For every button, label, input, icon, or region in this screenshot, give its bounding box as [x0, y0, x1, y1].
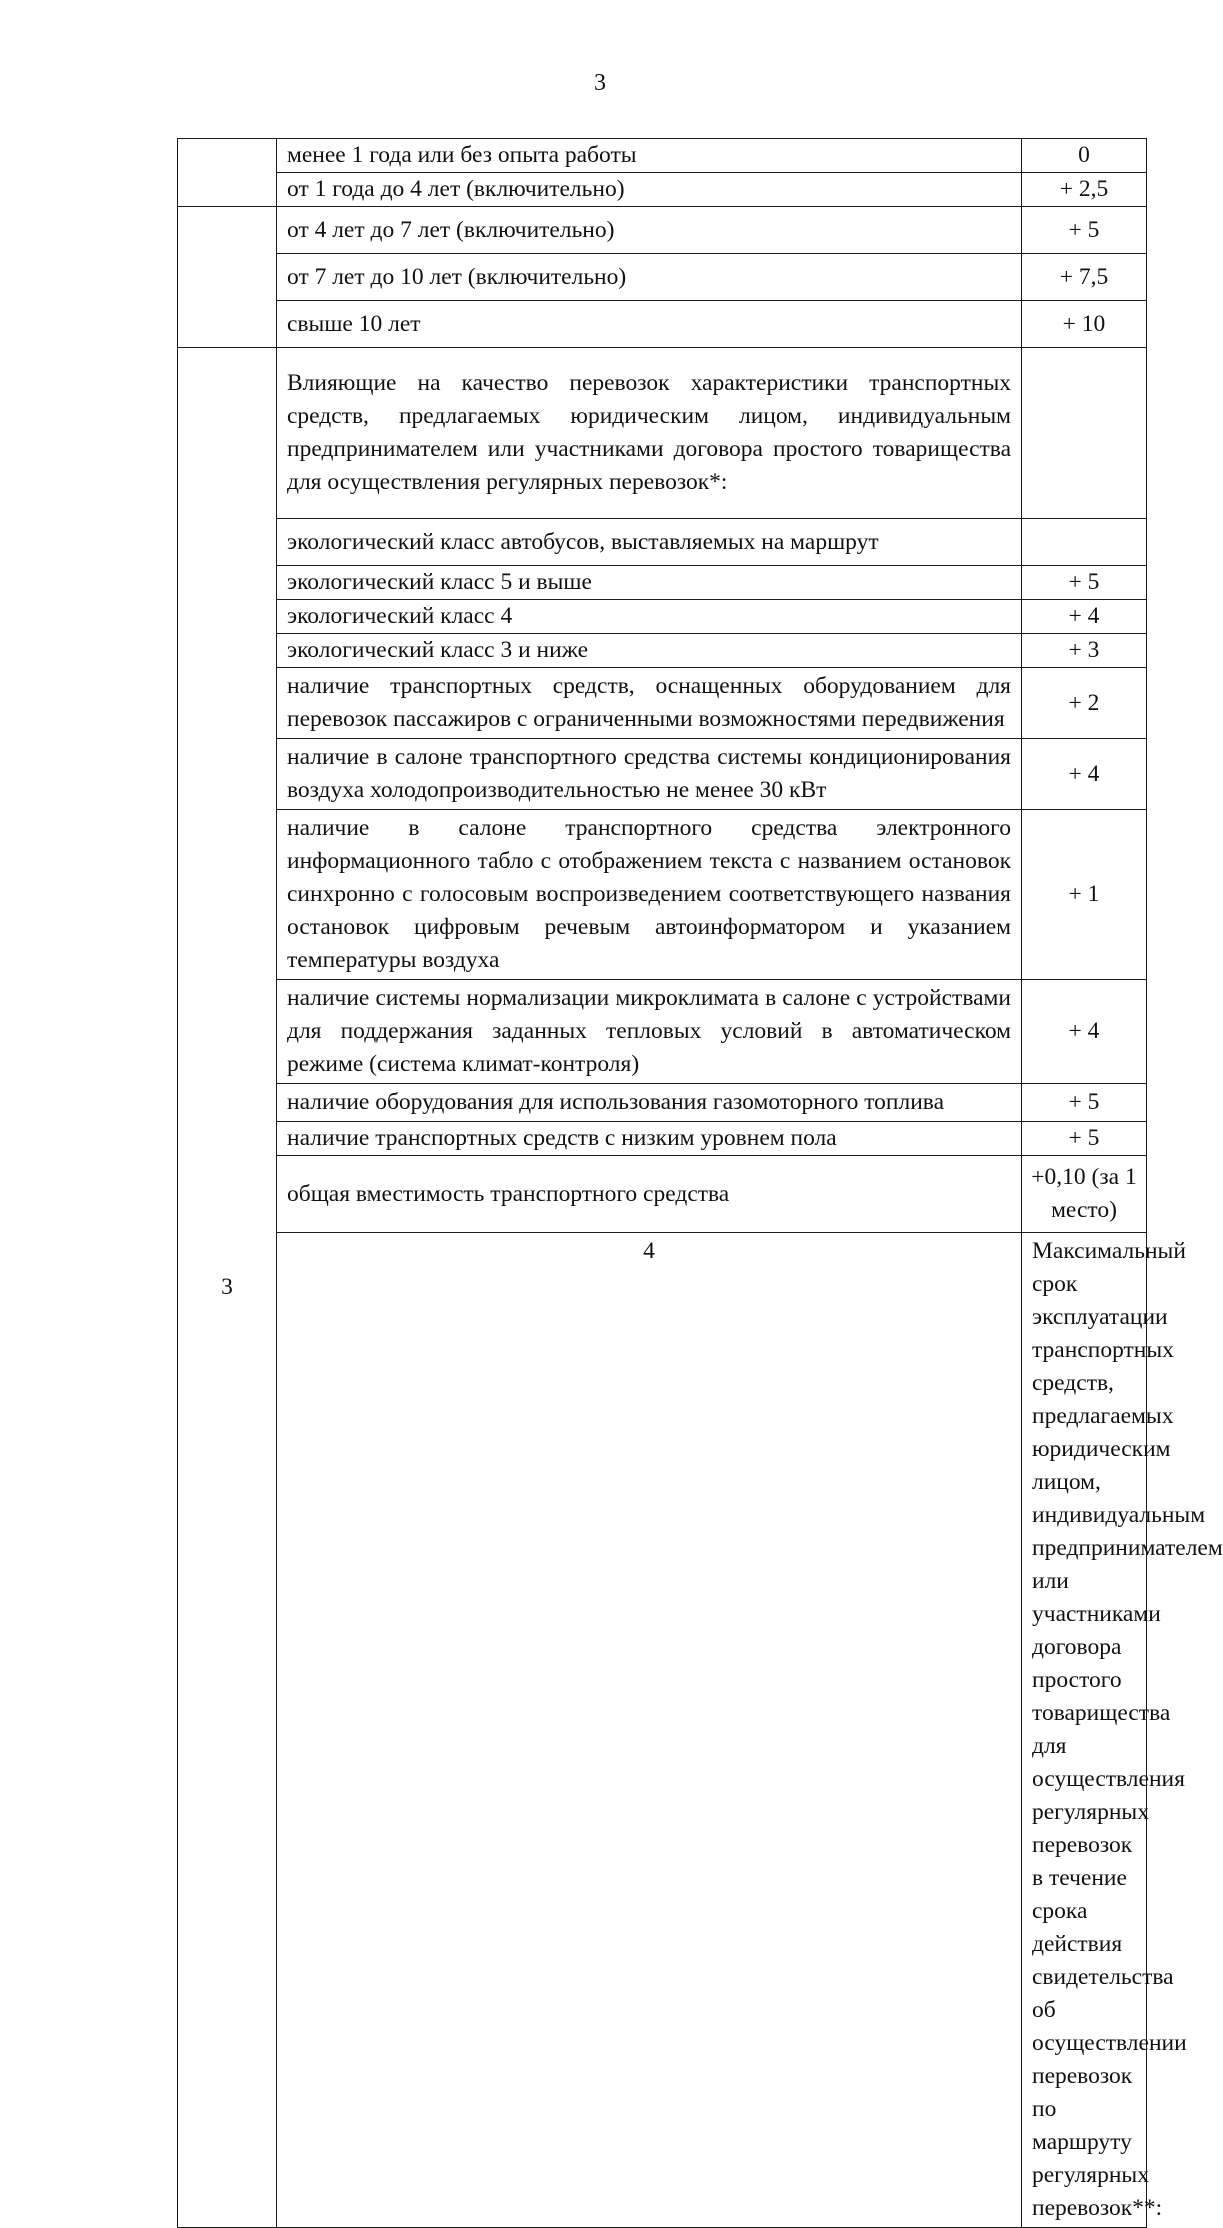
section-header: Влияющие на качество перевозок характеристики транспортных средств, предлагаемых юридическим лицом, индивидуальным предпринимателем или участниками договора простого товарищества для осуществления регулярных перевозок*: — [277, 348, 1022, 519]
table-row — [178, 668, 1147, 739]
table-row — [178, 348, 1147, 519]
criteria-table — [177, 138, 1223, 2228]
criterion-score: + 5 — [1022, 566, 1147, 600]
page-number: 3 — [594, 70, 606, 96]
section-number: 3 — [178, 348, 277, 2228]
criterion-score: +0,10 (за 1 место) — [1022, 1156, 1147, 1233]
subsection-header: экологический класс автобусов, выставляемых на маршрут — [277, 519, 1022, 566]
criterion-score: + 2,5 — [1022, 173, 1147, 207]
table-row — [178, 1122, 1147, 1156]
criterion-text: наличие транспортных средств с низким уровнем пола — [277, 1122, 1022, 1156]
criterion-text: экологический класс 3 и ниже — [277, 634, 1022, 668]
criterion-text: наличие оборудования для использования газомоторного топлива — [277, 1084, 1022, 1122]
criterion-text: от 4 лет до 7 лет (включительно) — [277, 207, 1022, 254]
table-row — [178, 519, 1147, 566]
table-row — [178, 254, 1147, 301]
criterion-score: + 5 — [1022, 207, 1147, 254]
criterion-score: + 4 — [1022, 980, 1147, 1084]
criterion-text: от 7 лет до 10 лет (включительно) — [277, 254, 1022, 301]
criterion-score: + 5 — [1022, 1122, 1147, 1156]
criterion-text: менее 1 года или без опыта работы — [277, 139, 1022, 173]
table-row — [178, 173, 1147, 207]
criterion-score: + 10 — [1022, 301, 1147, 348]
criterion-text: наличие транспортных средств, оснащенных оборудованием для перевозок пассажиров с ограниченными возможностями передвижения — [277, 668, 1022, 739]
criterion-score: + 2 — [1022, 668, 1147, 739]
criterion-score: + 4 — [1022, 600, 1147, 634]
table-row — [178, 139, 1147, 173]
row-number-cell — [178, 207, 277, 348]
criterion-text: наличие системы нормализации микроклимата в салоне с устройствами для поддержания заданных тепловых условий в автоматическом режиме (система климат-контроля) — [277, 980, 1022, 1084]
criterion-score: 0 — [1022, 139, 1147, 173]
table-row — [178, 810, 1147, 980]
criterion-text: от 1 года до 4 лет (включительно) — [277, 173, 1022, 207]
table-row — [178, 634, 1147, 668]
criterion-score: + 4 — [1022, 739, 1147, 810]
section-number: 4 — [277, 1233, 1022, 2228]
criterion-score: + 5 — [1022, 1084, 1147, 1122]
criterion-text: экологический класс 5 и выше — [277, 566, 1022, 600]
criterion-text: общая вместимость транспортного средства — [277, 1156, 1022, 1233]
criterion-score: + 1 — [1022, 810, 1147, 980]
row-number-cell — [178, 139, 277, 207]
criterion-text: наличие в салоне транспортного средства системы кондиционирования воздуха холодопроизводительностью не менее 30 кВт — [277, 739, 1022, 810]
table-row — [178, 301, 1147, 348]
table-row — [178, 566, 1147, 600]
criterion-score: + 7,5 — [1022, 254, 1147, 301]
criterion-text: наличие в салоне транспортного средства электронного информационного табло с отображением текста с названием остановок синхронно с голосовым воспроизведением соответствующего названия остановок цифровым речевым автоинформатором и указанием температуры воздуха — [277, 810, 1022, 980]
criterion-score — [1022, 519, 1147, 566]
table-row — [178, 739, 1147, 810]
criterion-score — [1022, 348, 1147, 519]
table-row — [178, 207, 1147, 254]
criterion-text: экологический класс 4 — [277, 600, 1022, 634]
criterion-score: + 3 — [1022, 634, 1147, 668]
table-row — [178, 1156, 1147, 1233]
table-row — [178, 1084, 1147, 1122]
table-row — [178, 1233, 1147, 2228]
section-text: Максимальный срок эксплуатации транспортных средств, предлагаемых юридическим лицом, индивидуальным предпринимателем или участниками договора простого товарищества для осуществления регулярных перевозок в течение срока действия свидетельства об осуществлении перевозок по маршруту регулярных перевозок**: — [1022, 1233, 1147, 2228]
criterion-text: свыше 10 лет — [277, 301, 1022, 348]
table-row — [178, 600, 1147, 634]
table-row — [178, 980, 1147, 1084]
